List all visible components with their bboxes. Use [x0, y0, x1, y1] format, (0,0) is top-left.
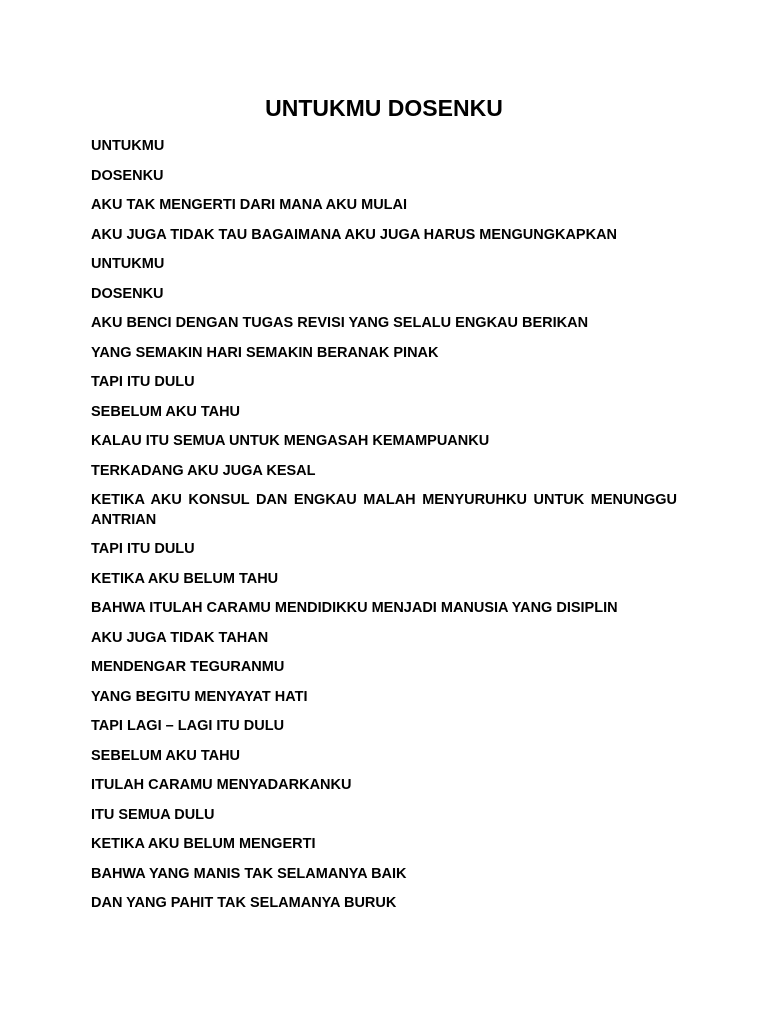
- poem-line: DAN YANG PAHIT TAK SELAMANYA BURUK: [91, 895, 397, 911]
- poem-line: AKU BENCI DENGAN TUGAS REVISI YANG SELALU ENGKAU BERIKAN: [91, 315, 589, 331]
- poem-line: TAPI ITU DULU: [91, 541, 195, 557]
- poem-line: KETIKA AKU KONSUL DAN ENGKAU MALAH MENYURUHKU UNTUK MENUNGGU ANTRIAN: [91, 492, 677, 528]
- poem-line: TAPI ITU DULU: [91, 374, 195, 390]
- poem-line: YANG SEMAKIN HARI SEMAKIN BERANAK PINAK: [91, 344, 439, 361]
- poem-line: TAPI LAGI – LAGI ITU DULU: [91, 718, 285, 734]
- document-title: UNTUKMU DOSENKU: [265, 95, 503, 121]
- poem-line: BAHWA YANG MANIS TAK SELAMANYA BAIK: [91, 865, 407, 882]
- poem-line: DOSENKU: [91, 285, 164, 302]
- poem-line: BAHWA ITULAH CARAMU MENDIDIKKU MENJADI MANUSIA YANG DISIPLIN: [91, 600, 618, 616]
- poem-line: UNTUKMU: [91, 256, 165, 272]
- poem-line: YANG BEGITU MENYAYAT HATI: [91, 688, 308, 705]
- poem-line: ITU SEMUA DULU: [91, 806, 215, 823]
- poem-line: AKU JUGA TIDAK TAHAN: [91, 629, 269, 646]
- poem-lines: [91, 136, 677, 923]
- poem-line: KETIKA AKU BELUM MENGERTI: [91, 836, 316, 852]
- poem-line: SEBELUM AKU TAHU: [91, 747, 241, 764]
- poem-line: AKU JUGA TIDAK TAU BAGAIMANA AKU JUGA HARUS MENGUNGKAPKAN: [91, 226, 618, 243]
- poem-line: AKU TAK MENGERTI DARI MANA AKU MULAI: [91, 197, 408, 213]
- poem-line: DOSENKU: [91, 167, 164, 184]
- poem-line: UNTUKMU: [91, 138, 165, 154]
- poem-line: TERKADANG AKU JUGA KESAL: [91, 462, 316, 479]
- poem-line: MENDENGAR TEGURANMU: [91, 659, 285, 675]
- poem-line: ITULAH CARAMU MENYADARKANKU: [91, 777, 352, 793]
- poem-line: SEBELUM AKU TAHU: [91, 403, 241, 420]
- poem-line: KETIKA AKU BELUM TAHU: [91, 570, 279, 587]
- poem-line: KALAU ITU SEMUA UNTUK MENGASAH KEMAMPUANKU: [91, 433, 490, 449]
